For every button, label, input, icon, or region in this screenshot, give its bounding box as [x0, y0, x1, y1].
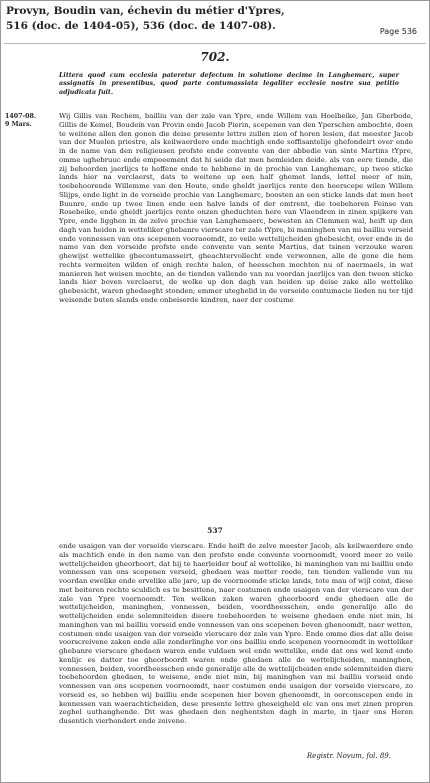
index-entry-line-1: Provyn, Boudin van, échevin du métier d'Ypres, — [6, 5, 285, 17]
page-label: Page 536 — [379, 27, 417, 36]
document-body-part-2: ende usaigen van der vorseide vierscare. Ende heift de zelve meester Jacob, als keilwaerdere ende als machtich ende in den name van den profste ende convente voornoomdt, voord meer zo veile wettelijcheiden gheorboort, dat hij te haerleider bouf al wettelike, bi maninghen van mi bailliu ende vonnessen van ons scepenen verseid, ghedaen was metter roede, ten tienden vallende van nu voordan ewelike ende ervelike alle jare, up de voornoomde sticke lands, tote mau of wijl comt, diese met beiteren rechte sculdich es te besittene, naer costumen ende usaigen van der vierscare van der zale van Ypre voornoomdt. Ten welken zaken waren gheorboord ende ghedaen alle de wettelijcheiden, maninghen, vonnessen, beiden, voordheesschen, ende generalije alle de wettelijcheiden ende solemniteiden dieere toebehoorden te weisene ghedaen ende niet min, bi maninghen van mi bailliu vorseid ende vonnessen van ons scepenen boven ghenoomdt, naer wetten, costumen ende usaigen van der vorseide vierscare der zale van Ypre. Ende omme dies dat alle deise voorscreivene zaken ende alle zonderlinghe vor ons bailliu ende scepenen voornoomdt in wetteliker ghebanre vierscare ghedaen waren ende vuldaen wel ende wettelike, ende dat ons wel kend ende kenlijc es datter toe gheorboordt waren ende ghedaen alle de wettelijcheiden, maninghen, vonnessen, beiden, voordheesschen ende generalije alle de wettelijcheiden ende solemniteiden diere toebehoorden ghedaen, te weisene, ende niet min, bij maninghen van mi bailliu vorseid ende vonnessen van ons scepenen voornoomdt, naer costumen ende usaigen der vorseide vierscare, zo vorseid es, so hebben wij bailliu ende scepenen hier boven ghenoomdt, in oorconscepen ende in kennessen van waerachticheiden, dese presente lettre gheseigheld elc van ons met zinen propren zeghel uuthanghende. Dit was ghedaen den neghentsten dagh in marte, in tjaer ons Heren dusentich vierhondert ende zeivene. — [59, 542, 413, 725]
index-entry-line-2: 516 (doc. de 1404-05), 536 (doc. de 1407-08). — [6, 20, 276, 32]
original-page-marker: 537 — [207, 526, 223, 535]
index-header — [6, 4, 426, 34]
document-number: 702. — [200, 50, 230, 64]
source-reference: Registr. Novum, fol. 89. — [306, 752, 391, 760]
document-body-part-1: Wij Gillis van Rechem, bailliu van der zale van Ypre, ende Willem van Hoelbeike, Jan Gherbode, Gillis de Kemel, Boudein van Provin ende Jacob Pierin, scepenen van den Yperschen ambochte, doen te weitene allen den gonen die deise presente lettre zullen zien of horen lesien, dat meester Jacob van der Muelen priestre, als keilwaerdere ende machtigh ende soffisantelije ghefondeirt over ende in de name van den religieusen profste ende convente van der abbedie van sinte Martins tYpre, omme ughebruuc ende empeeement dat hi seide dat men hemleiden deide. als van eere tiende, die zij behoorden jaerlijcs te heffene ende te hebbene in de prochie van Langhemarc, up twee sticke lands hier na verclaerst, dats te weitene up een half ghemet lands, lettel meer of min, toebehoorende Willemme van den Houte, ende gheldt jaerlijcs rente den heerscepe wilen Willem Slijps, ende light in de vorseide prochie van Langhemarc, boosten an een sticke lands dat men heet Buunre, ende up twee linen ende een halve lands of der omtrent, die toebehoren Feinse van Rosebeike, ende gheldt jaerlijcs rente onzen gheduchten here van Vlaendren in zinen spijkere van Ypre, ende ligghen in de zelve prochie van Langhemaerc, bewesten an Clemmen wal, heift up den dagh van heiden in wetteliker ghebanre vierscare ter zale tYpre, bi maninghen van mi bailliu vorseid ende vonnessen van ons scepenen vooraoomdt, zo veile wettelijcheiden ghebesicht, over ende in de name van den vorseide profste ende convente van sente Martius, dat tsinen verzouke waren ghewijst wettelike ghecontumasseirt, gheachtervollecht ende verwonnen, alle de gone die hem rechts vermeiten wilden of enigh rechte halen, of heesschen mochten nu of naermaels, in wat manieren het weisen mochte, an de tienden vallende van nu voordan jaerlijcs van den tween sticke lands hier boven verclaerst, de welke up den dagh van heiden up deise zake alle wettelike ghebesicht, waren ghedaeght stonden; emmer uteghelid in de vorseide contumacie lieden nu ter tijd weisende buten slands ende onbeiserde kindren, naer der costume — [59, 112, 413, 304]
date-year: 1407-08. — [5, 113, 37, 120]
date-day: 9 Mars. — [5, 121, 32, 128]
document-date — [5, 113, 36, 129]
document-summary: Littera quod cum ecclesia pateretur defectum in solutione decime in Langhemarc, super assignatis in presentibus, quod parte contumassiata legaliter ecclesie nostre sua petitio adjudicata fuit. — [59, 72, 399, 96]
header-divider — [4, 43, 426, 44]
